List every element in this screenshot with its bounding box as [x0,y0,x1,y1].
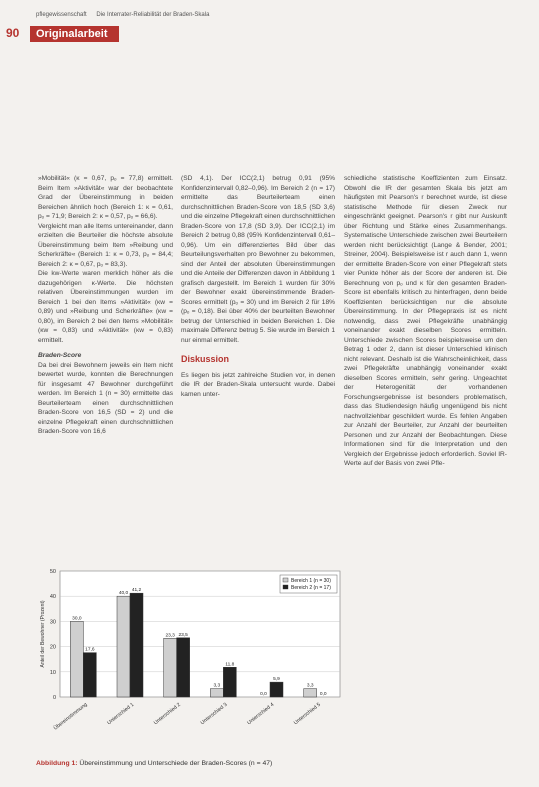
data-label: 17,6 [85,647,95,653]
bar-1 [70,621,83,697]
paragraph: Die kw-Werte waren merklich höher als die dazugehörigen κ-Werte. Die höchsten relativen Übereinstimmungen wurden im Bereich 1 bei den Items »Aktivität« (κw = 0,89) und »Reibung und Scherkräfte« (κw = 0,80), im Bereich 2 bei den Items »Mobilität« (κw = 0,83) und »Aktivität« (κw = 0,83) ermittelt. [38,270,173,344]
data-label: 3,3 [306,683,314,689]
journal-name: pflegewissenschaft [36,12,87,18]
x-tick-label: Unterschied 5 [292,701,322,727]
paragraph: schiedliche statistische Koeffizienten zum Einsatz. Obwohl die IR der gesamten Skala bis jetzt am häufigsten mit Pearson's r berechnet wurde, ist diese statistische Methode für diesen Zweck nur eingeschränkt geeignet. Pearson's r gibt nur Auskunft über Richtung und Stärke eines Zusammenhangs. Systematische Unterschiede zwischen zwei Beurteilern werden nicht berücksichtigt (Lange & Bender, 2001; Streiner, 2004). Beispielsweise ist r auch dann 1, wenn der ermittelte Braden-Score von einer Pflegekraft stets vier Punkte höher als der Score der anderen ist. Die Berechnung von pₒ und κ für den gesamten Braden-Score ist ebenfalls kritisch zu hinterfragen, denn beide Koeffizienten berücksichtigen nur die absolute Übereinstimmung. In der Pflegepraxis ist es nicht notwendig, dass zwei Pflegekräfte unabhängig voneinander exakt dieselben Scores ermitteln. Unterschiede zwischen Scores beispielsweise um den Betrag 1 oder 2, dann ist dieser Unterschied klinisch nicht relevant. Deshalb ist die Wahrscheinlichkeit, dass zwei Pflegekräfte unabhängig voneinander exakt dieselben Scores ermitteln, sehr gering. Ungeachtet der Heterogenität der vorhandenen Forschungsergebnisse ist besonders problematisch, dass das Studiendesign häufig ungenügend bis nicht nachvollziehbar geschildert wurde. Es fehlen Angaben zur Anzahl der Beurteiler, zur Anzahl der beurteilten Personen und zur Anzahl der Beobachtungen. Diese Informationen sind für die Interpretation und den Vergleich der Ergebnisse jedoch erforderlich. Soviel IR-Werte auf der Basis von zwei Pfle- [344,175,507,467]
text-column-2 [181,174,335,399]
paragraph: »Mobilität« (κ = 0,67, pₒ = 77,8) ermittelt. Beim Item »Aktivität« war der beobachtete Grad der Übereinstimmung in beiden Bereichen ähnlich hoch (Bereich 1: κ = 0,61, pₒ = 71,9; Bereich 2: κ = 0,57, pₒ = 66,6). [38,175,173,220]
data-label: 30,0 [72,616,82,622]
text-column-3 [344,174,507,469]
x-tick-label: Unterschied 4 [246,701,276,727]
x-tick-label: Übereinstimmung [52,701,89,732]
bar-2 [270,682,283,697]
bar-1 [117,596,130,697]
bar-2 [177,638,190,697]
text-column-1 [38,174,173,437]
section-label: Originalarbeit [30,26,119,42]
paragraph: Es liegen bis jetzt zahlreiche Studien vor, in denen die IR der Braden-Skala untersucht wurde. Dabei kamen unter- [181,371,335,398]
data-label: 40,0 [118,591,129,597]
data-label: 23,3 [165,633,175,639]
legend-entry: Bereich 2 (n = 17) [291,585,331,591]
article-title: Die Interrater-Reliabilität der Braden-Skala [96,12,210,18]
data-label: 41,2 [131,588,142,594]
legend-swatch [283,585,288,589]
bar-2 [223,667,236,697]
running-header [36,12,217,18]
y-tick-label: 40 [49,594,56,601]
bar-2 [83,653,96,697]
paragraph: Vergleicht man alle Items untereinander, dann erzielten die Beurteiler die höchste absolute Übereinstimmung beim Item »Reibung und Scherkräfte« (Bereich 1: κ = 0,73, pₒ = 84,4; Bereich 2: κ = 0,67, pₒ = 83,3). [38,222,173,268]
y-tick-label: 0 [52,695,56,701]
y-tick-label: 20 [49,644,56,651]
data-label: 5,9 [273,677,280,683]
legend-swatch [283,578,288,582]
bar-1 [210,689,223,697]
bar-1 [164,638,177,697]
data-label: 3,3 [213,683,221,689]
x-tick-label: Unterschied 3 [199,701,229,727]
bar-chart [36,565,344,755]
chart-svg [36,565,344,755]
x-tick-label: Unterschied 1 [106,701,136,727]
y-axis-label: Anteil der Bewohner (Prozent) [40,600,46,668]
subheading: Braden-Score [38,352,82,359]
data-label: 0,0 [260,692,267,697]
data-label: 11,8 [225,662,235,668]
y-tick-label: 10 [49,669,56,676]
bar-1 [304,689,317,697]
paragraph: Da bei drei Bewohnern jeweils ein Item nicht bewertet wurde, konnten die Berechnungen für insgesamt 47 Bewohner durchgeführt werden. Im Bereich 1 (n = 30) ermittelte das Beurteilerteam einen durchschnittlichen Braden-Score von 16,5 (SD = 2) und die einzelne Pflegekraft einen durchschnittlichen Braden-Score von 16,6 [38,361,173,435]
data-label: 23,5 [178,632,188,638]
caption-label: Abbildung 1: [36,760,78,767]
page-number: 90 [6,26,20,40]
paragraph: (SD 4,1). Der ICC(2,1) betrug 0,91 (95% Konfidenzintervall 0,82–0,96). Im Bereich 2 (n = 17) ermittelte das Beurteilerteam einen durchschnittlichen Braden-Score von 18,5 (SD 3,6) und die einzelne Pflegekraft einen durchschnittlichen Braden-Score von 17,8 (SD 3,9). Der ICC(2,1) im Bereich 2 betrug 0,88 (95% Konfidenzintervall 0,61–0,96). Um ein differenziertes Bild über das Beurteilungsverhalten pro Bewohner zu bekommen, sind der Anteil der absoluten Übereinstimmungen und die Anteile der Differenzen davon in Abbildung 1 grafisch dargestellt. Im Bereich 1 wurden für 30% der Bewohner exakt übereinstimmende Braden-Scores ermittelt (pₒ = 30) und im Bereich 2 für 18% (pₒ = 0,18). Bei über 40% der beurteilten Bewohner betrug der Unterschied in beiden Bereichen 1. Die maximale Differenz betrug 5. Sie wurde im Bereich 1 nur einmal ermittelt. [181,175,335,344]
x-tick-label: Unterschied 2 [152,701,182,727]
caption-text: Übereinstimmung und Unterschiede der Braden-Scores (n = 47) [79,760,273,767]
bar-2 [130,593,143,697]
section-heading: Diskussion [181,354,230,364]
y-tick-label: 50 [49,569,56,575]
y-tick-label: 30 [49,619,56,626]
figure-caption [36,760,272,767]
data-label: 0,0 [319,692,327,697]
legend-entry: Bereich 1 (n = 30) [291,578,331,584]
